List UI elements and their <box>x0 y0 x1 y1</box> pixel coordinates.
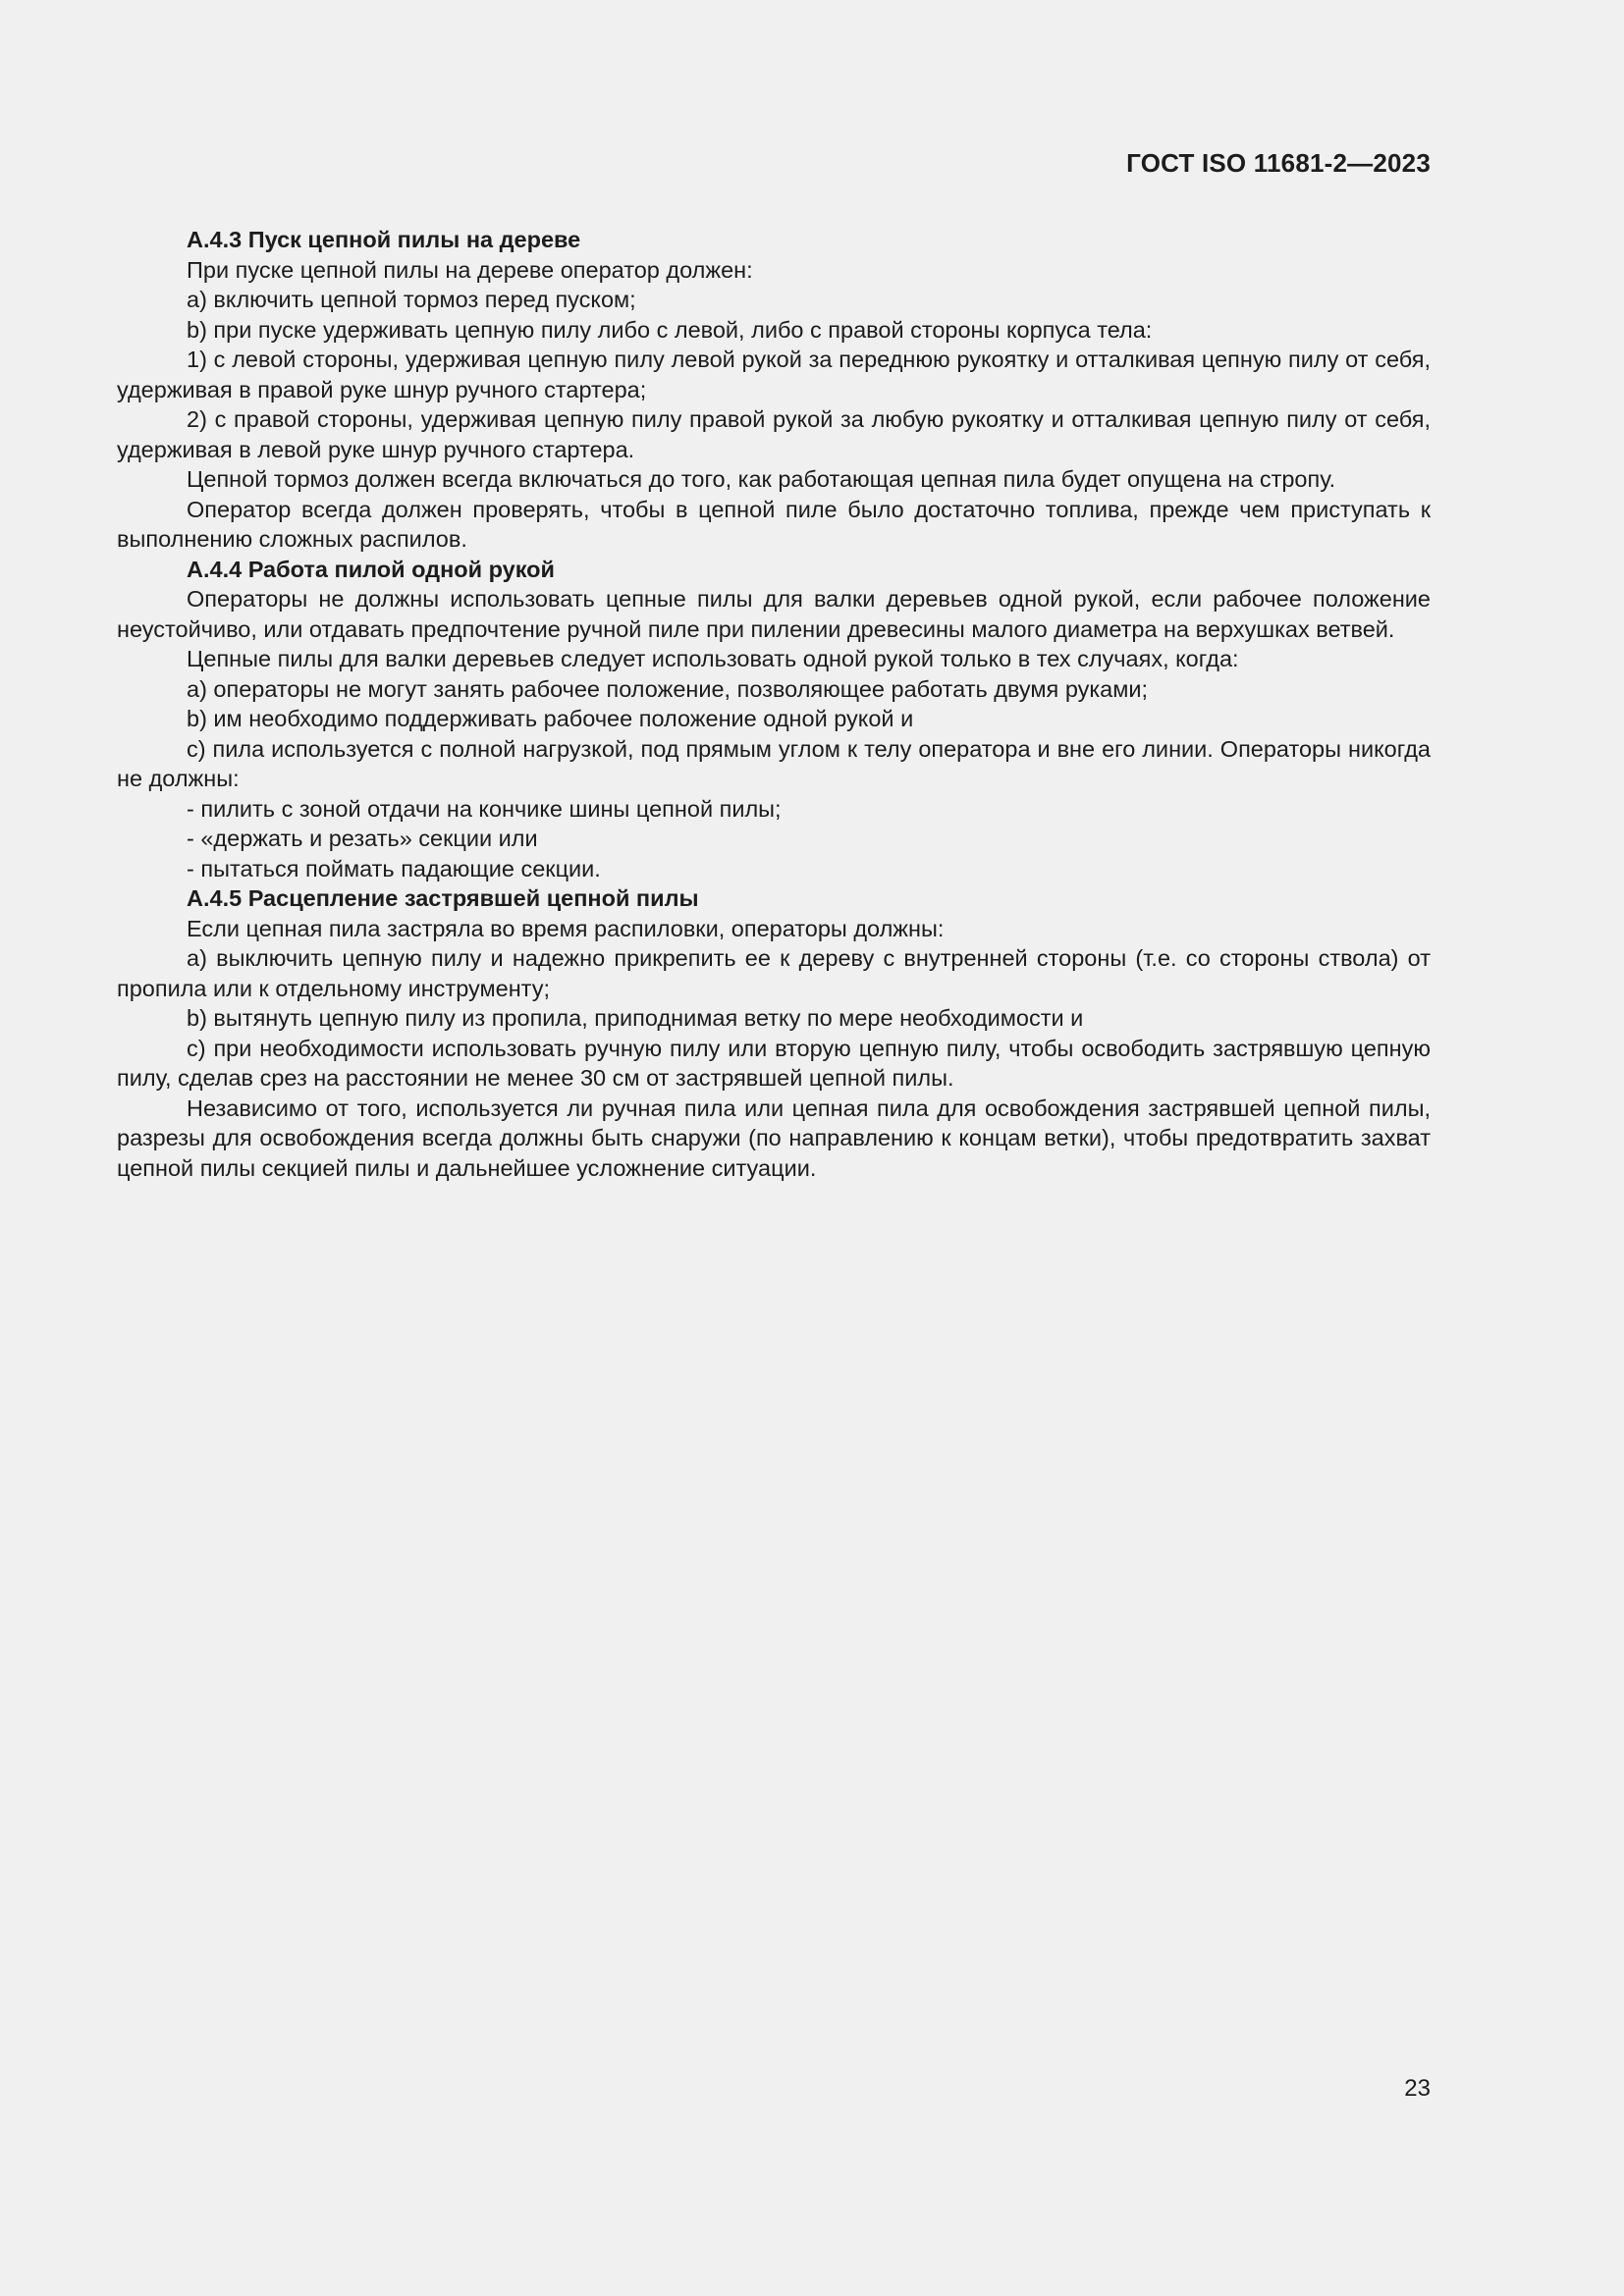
bullet-item: - пилить с зоной отдачи на кончике шины цепной пилы; <box>187 795 782 822</box>
paragraph: Если цепная пила застряла во время распиловки, операторы должны: <box>187 915 945 941</box>
document-header: ГОСТ ISO 11681-2—2023 <box>1126 148 1431 178</box>
section-heading-a44: А.4.4 Работа пилой одной рукой <box>187 556 555 582</box>
page-number: 23 <box>1404 2075 1431 2102</box>
paragraph: Цепной тормоз должен всегда включаться до того, как работающая цепная пила будет опущена на стропу. <box>187 466 1336 492</box>
section-heading-a45: А.4.5 Расцепление застрявшей цепной пилы <box>187 885 699 911</box>
paragraph: Цепные пилы для валки деревьев следует использовать одной рукой только в тех случаях, когда: <box>187 646 1239 671</box>
paragraph: Операторы не должны использовать цепные пилы для валки деревьев одной рукой, если рабочее положение неустойчиво, или отдавать предпочтение ручной пиле при пилении древесины малого диаметра на верхушках ветвей. <box>117 586 1431 642</box>
list-item: a) выключить цепную пилу и надежно прикрепить ее к дереву с внутренней стороны (т.е. со стороны ствола) от пропила или к отдельному инструменту; <box>117 945 1431 1001</box>
bullet-item: - пытаться поймать падающие секции. <box>187 855 601 881</box>
list-item: a) включить цепной тормоз перед пуском; <box>187 287 636 312</box>
section-heading-a43: А.4.3 Пуск цепной пилы на дереве <box>187 227 581 252</box>
bullet-item: - «держать и резать» секции или <box>187 826 538 851</box>
list-item: b) им необходимо поддерживать рабочее положение одной рукой и <box>187 706 914 731</box>
list-item: 1) с левой стороны, удерживая цепную пилу левой рукой за переднюю рукоятку и отталкивая цепную пилу от себя, удерживая в правой руке шнур ручного стартера; <box>117 347 1431 402</box>
paragraph: Независимо от того, используется ли ручная пила или цепная пила для освобождения застрявшей цепной пилы, разрезы для освобождения всегда должны быть снаружи (по направлению к концам ветки), чтобы предотвратить захват цепной пилы секцией пилы и дальнейшее усложнение ситуации. <box>117 1095 1431 1181</box>
document-body <box>117 225 1431 1183</box>
list-item: b) при пуске удерживать цепную пилу либо с левой, либо с правой стороны корпуса тела: <box>187 316 1153 343</box>
list-item: c) при необходимости использовать ручную пилу или вторую цепную пилу, чтобы освободить застрявшую цепную пилу, сделав срез на расстоянии не менее 30 см от застрявшей цепной пилы. <box>117 1035 1431 1091</box>
paragraph: Оператор всегда должен проверять, чтобы в цепной пиле было достаточно топлива, прежде чем приступать к выполнению сложных распилов. <box>117 496 1431 552</box>
list-item: c) пила используется с полной нагрузкой, под прямым углом к телу оператора и вне его линии. Операторы никогда не должны: <box>117 735 1431 791</box>
list-item: a) операторы не могут занять рабочее положение, позволяющее работать двумя руками; <box>187 675 1149 702</box>
paragraph: При пуске цепной пилы на дереве оператор должен: <box>187 256 753 283</box>
list-item: 2) с правой стороны, удерживая цепную пилу правой рукой за любую рукоятку и отталкивая цепную пилу от себя, удерживая в левой руке шнур ручного стартера. <box>117 406 1431 462</box>
list-item: b) вытянуть цепную пилу из пропила, приподнимая ветку по мере необходимости и <box>187 1005 1084 1031</box>
